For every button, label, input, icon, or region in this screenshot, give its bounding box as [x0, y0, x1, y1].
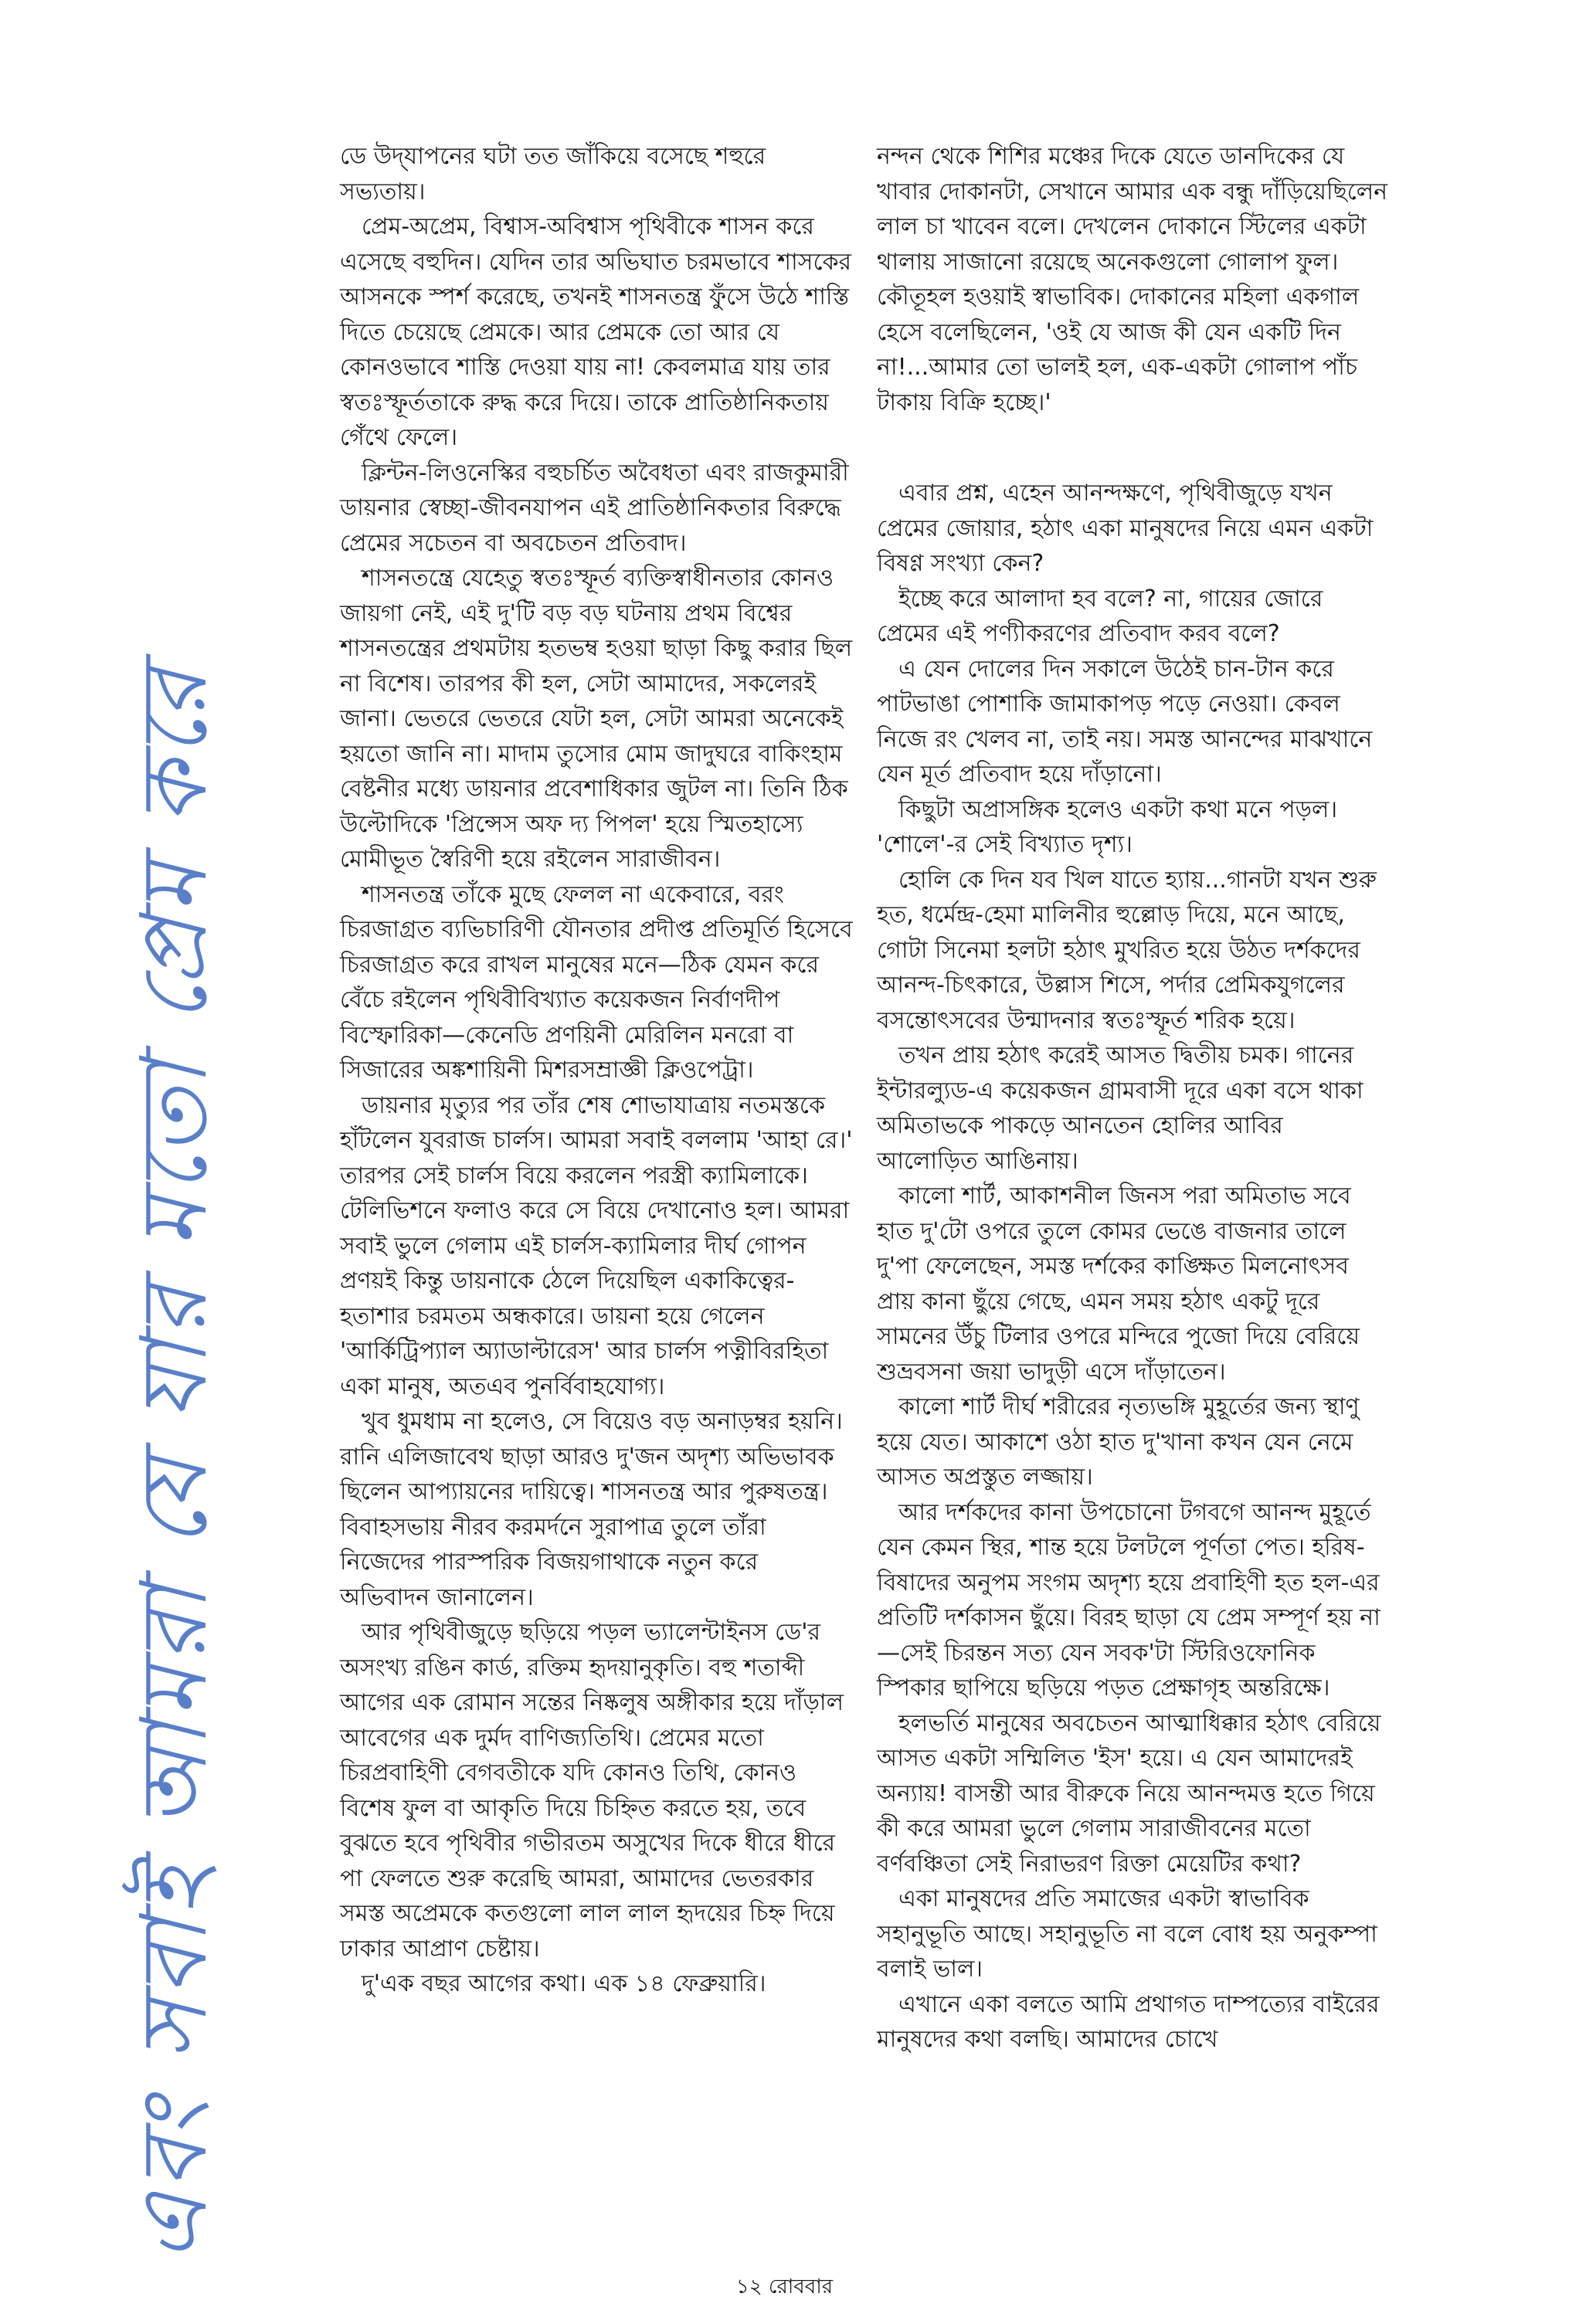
paragraph: কালো শার্ট, আকাশনীল জিনস পরা অমিতাভ সবে হাত দু'টো ওপরে তুলে কোমর ভেঙে বাজনার তালে দু'পা ফেলেছেন, সমস্ত দর্শকের কাঙ্ক্ষিত মিলনোৎসব প্রায় কানা ছুঁয়ে গেছে, এমন সময় হঠাৎ একটু দূরে সামনের উঁচু টিলার ওপরে মন্দিরে পুজো দিয়ে বেরিয়ে শুভ্রবসনা জয়া ভাদুড়ী এসে দাঁড়াতেন।: [877, 1182, 1360, 1386]
paragraph: তখন প্রায় হঠাৎ করেই আসত দ্বিতীয় চমক। গানের ইন্টারল্যুড-এ কয়েকজন গ্রামবাসী দূরে একা বসে থাকা অমিতাভকে পাকড়ে আনতেন হোলির আবির আলোড়িত আঙিনায়।: [877, 1042, 1364, 1175]
right-column-part-b: [877, 476, 1391, 2058]
paragraph: কালো শার্ট দীর্ঘ শরীরের নৃত্যভঙ্গি মুহূর্তের জন্য স্থাণু হয়ে যেত। আকাশে ওঠা হাত দু'খানা কখন যেন নেমে আসত অপ্রস্তুত লজ্জায়।: [877, 1393, 1360, 1491]
right-column-part-a: [877, 139, 1391, 420]
paragraph: এ যেন দোলের দিন সকালে উঠেই চান-টান করে পাটভাঙা পোশাকি জামাকাপড় পড়ে নেওয়া। কেবল নিজে রং খেলব না, তাই নয়। সমস্ত আনন্দের মাঝখানে যেন মূর্ত প্রতিবাদ হয়ে দাঁড়ানো।: [877, 655, 1373, 788]
paragraph: এবার প্রশ্ন, এহেন আনন্দক্ষণে, পৃথিবীজুড়ে যখন প্রেমের জোয়ার, হঠাৎ একা মানুষদের নিয়ে এমন একটা বিষণ্ণ সংখ্যা কেন?: [877, 480, 1374, 577]
paragraph: হলভর্তি মানুষের অবচেতন আত্মাধিক্কার হঠাৎ বেরিয়ে আসত একটা সম্মিলিত 'ইস' হয়ে। এ যেন আমাদেরই অন্যায়! বাসন্তী আর বীরুকে নিয়ে আনন্দমত্ত হতে গিয়ে কী করে আমরা ভুলে গেলাম সারাজীবনের মতো বর্ণবঞ্চিতা সেই নিরাভরণ রিক্তা মেয়েটির কথা?: [877, 1709, 1381, 1878]
paragraph: প্রেম-অপ্রেম, বিশ্বাস-অবিশ্বাস পৃথিবীকে শাসন করে এসেছে বহুদিন। যেদিন তার অভিঘাত চরমভাবে শাসকের আসনকে স্পর্শ করেছে, তখনই শাসনতন্ত্র ফুঁসে উঠে শাস্তি দিতে চেয়েছে প্রেমকে। আর প্রেমকে তো আর যে কোনওভাবে শাস্তি দেওয়া যায় না! কেবলমাত্র যায় তার স্বতঃস্ফূর্ততাকে রুদ্ধ করে দিয়ে। তাকে প্রাতিষ্ঠানিকতায় গেঁথে ফেলে।: [340, 213, 852, 451]
paragraph: এখানে একা বলতে আমি প্রথাগত দাম্পত্যের বাইরের মানুষদের কথা বলছি। আমাদের চোখে: [877, 1990, 1380, 2053]
side-title: এবং সবাই আমরা যে যার মতো প্রেম করে: [121, 664, 227, 2263]
paragraph: শাসনতন্ত্রে যেহেতু স্বতঃস্ফূর্ত ব্যক্তিস্বাধীনতার কোনও জায়গা নেই, এই দু'টি বড় বড় ঘটনায় প্রথম বিশ্বের শাসনতন্ত্রের প্রথমটায় হতভম্ব হওয়া ছাড়া কিছু করার ছিল না বিশেষ। তারপর কী হল, সেটা আমাদের, সকলেরই জানা। ভেতরে ভেতরে যেটা হল, সেটা আমরা অনেকেই হয়তো জানি না। মাদাম তুসোর মোম জাদুঘরে বাকিংহাম বেষ্টনীর মধ্যে ডায়নার প্রবেশাধিকার জুটল না। তিনি ঠিক উল্টোদিকে 'প্রিন্সেস অফ দ্য পিপল' হয়ে স্মিতহাস্যে মোমীভূত স্বৈরিণী হয়ে রইলেন সারাজীবন।: [340, 565, 853, 873]
paragraph: ডে উদ্‌যাপনের ঘটা তত জাঁকিয়ে বসেছে শহুরে সভ্যতায়।: [340, 143, 766, 205]
paragraph: ক্লিন্টন-লিওনেস্কির বহুচর্চিত অবৈধতা এবং রাজকুমারী ডায়নার স্বেচ্ছা-জীবনযাপন এই প্রাতিষ্ঠানিকতার বিরুদ্ধে প্রেমের সচেতন বা অবচেতন প্রতিবাদ।: [340, 459, 849, 557]
section-break: [877, 420, 1391, 476]
page-number: ১২: [735, 2275, 762, 2299]
paragraph: নন্দন থেকে শিশির মঞ্চের দিকে যেতে ডানদিকের যে খাবার দোকানটা, সেখানে আমার এক বন্ধু দাঁড়িয়েছিলেন লাল চা খাবেন বলে। দেখলেন দোকানে স্টিলের একটা থালায় সাজানো রয়েছে অনেকগুলো গোলাপ ফুল। কৌতূহল হওয়াই স্বাভাবিক। দোকানের মহিলা একগাল হেসে বলেছিলেন, 'ওই যে আজ কী যেন একটি দিন না!...আমার তো ভালই হল, এক-একটা গোলাপ পাঁচ টাকায় বিক্রি হচ্ছে।': [877, 143, 1388, 416]
paragraph: ডায়নার মৃত্যুর পর তাঁর শেষ শোভাযাত্রায় নতমস্তকে হাঁটলেন যুবরাজ চার্লস। আমরা সবাই বললাম 'আহা রে।' তারপর সেই চার্লস বিয়ে করলেন পরস্ত্রী ক্যামিলাকে। টেলিভিশনে ফলাও করে সে বিয়ে দেখানোও হল। আমরা সবাই ভুলে গেলাম এই চার্লস-ক্যামিলার দীর্ঘ গোপন প্রণয়ই কিন্তু ডায়নাকে ঠেলে দিয়েছিল একাকিত্বের-হতাশার চরমতম অন্ধকারে। ডায়না হয়ে গেলেন 'আর্কিট্রিপ্যাল অ্যাডাল্টারেস' আর চার্লস পত্নীবিরহিতা একা মানুষ, অতএব পুনর্বিবাহযোগ্য।: [340, 1091, 853, 1400]
paragraph: হোলি কে দিন যব খিল যাতে হ্যায়...গানটা যখন শুরু হত, ধর্মেন্দ্র-হেমা মালিনীর হুল্লোড় দিয়ে, মনে আছে, গোটা সিনেমা হলটা হঠাৎ মুখরিত হয়ে উঠত দর্শকদের আনন্দ-চিৎকারে, উল্লাস শিসে, পর্দার প্রেমিকযুগলের বসন্তোৎসবের উন্মাদনার স্বতঃস্ফূর্ত শরিক হয়ে।: [877, 866, 1377, 1034]
article-column-left: [340, 139, 854, 2002]
page-footer: [0, 2271, 1569, 2305]
magazine-name: রোববার: [768, 2275, 834, 2299]
paragraph: আর পৃথিবীজুড়ে ছড়িয়ে পড়ল ভ্যালেন্টাইনস ডে'র অসংখ্য রঙিন কার্ড, রক্তিম হৃদয়ানুকৃতি। বহু শতাব্দী আগের এক রোমান সন্তের নিষ্কলুষ অঙ্গীকার হয়ে দাঁড়াল আবেগের এক দুর্মদ বাণিজ্যতিথি। প্রেমের মতো চিরপ্রবাহিণী বেগবতীকে যদি কোনও তিথি, কোনও বিশেষ ফুল বা আকৃতি দিয়ে চিহ্নিত করতে হয়, তবে বুঝতে হবে পৃথিবীর গভীরতম অসুখের দিকে ধীরে ধীরে পা ফেলতে শুরু করেছি আমরা, আমাদের ভেতরকার সমস্ত অপ্রেমকে কতগুলো লাল লাল হৃদয়ের চিহ্ন দিয়ে ঢাকার আপ্রাণ চেষ্টায়।: [340, 1619, 844, 1963]
paragraph: শাসনতন্ত্র তাঁকে মুছে ফেলল না একেবারে, বরং চিরজাগ্রত ব্যভিচারিণী যৌনতার প্রদীপ্ত প্রতিমূর্তি হিসেবে চিরজাগ্রত করে রাখল মানুষের মনে—ঠিক যেমন করে বেঁচে রইলেন পৃথিবীবিখ্যাত কয়েকজন নির্বাণদীপ বিস্ফোরিকা—কেনেডি প্রণয়িনী মেরিলিন মনরো বা সিজারের অঙ্কশায়িনী মিশরসম্রাজ্ঞী ক্লিওপেট্রা।: [340, 880, 853, 1084]
paragraph: একা মানুষদের প্রতি সমাজের একটা স্বাভাবিক সহানুভূতি আছে। সহানুভূতি না বলে বোধ হয় অনুকম্পা বলাই ভাল।: [877, 1885, 1377, 1983]
paragraph: ইচ্ছে করে আলাদা হব বলে? না, গায়ের জোরে প্রেমের এই পণ্যীকরণের প্রতিবাদ করব বলে?: [877, 585, 1323, 647]
paragraph: দু'এক বছর আগের কথা। এক ১৪ ফেব্রুয়ারি।: [362, 1970, 766, 1997]
paragraph: খুব ধুমধাম না হলেও, সে বিয়েও বড় অনাড়ম্বর হয়নি। রানি এলিজাবেথ ছাড়া আরও দু'জন অদৃশ্য অভিভাবক ছিলেন আপ্যায়নের দায়িত্বে। শাসনতন্ত্র আর পুরুষতন্ত্র। বিবাহসভায় নীরব করমর্দনে সুরাপাত্র তুলে তাঁরা নিজেদের পারস্পরিক বিজয়গাথাকে নতুন করে অভিবাদন জানালেন।: [340, 1408, 843, 1611]
article-column-right: [877, 139, 1391, 2058]
paragraph: কিছুটা অপ্রাসঙ্গিক হলেও একটা কথা মনে পড়ল। 'শোলে'-র সেই বিখ্যাত দৃশ্য।: [877, 796, 1338, 858]
paragraph: আর দর্শকদের কানা উপচোনো টগবগে আনন্দ মুহূর্তে যেন কেমন স্থির, শান্ত হয়ে টলটলে পূর্ণতা পেত। হরিষ-বিষাদের অনুপম সংগম অদৃশ্য হয়ে প্রবাহিণী হত হল-এর প্রতিটি দর্শকাসন ছুঁয়ে। বিরহ ছাড়া যে প্রেম সম্পূর্ণ হয় না—সেই চিরন্তন সত্য যেন সবক'টা স্টিরিওফোনিক স্পিকার ছাপিয়ে ছড়িয়ে পড়ত প্রেক্ষাগৃহ অন্তরিক্ষে।: [877, 1498, 1381, 1701]
